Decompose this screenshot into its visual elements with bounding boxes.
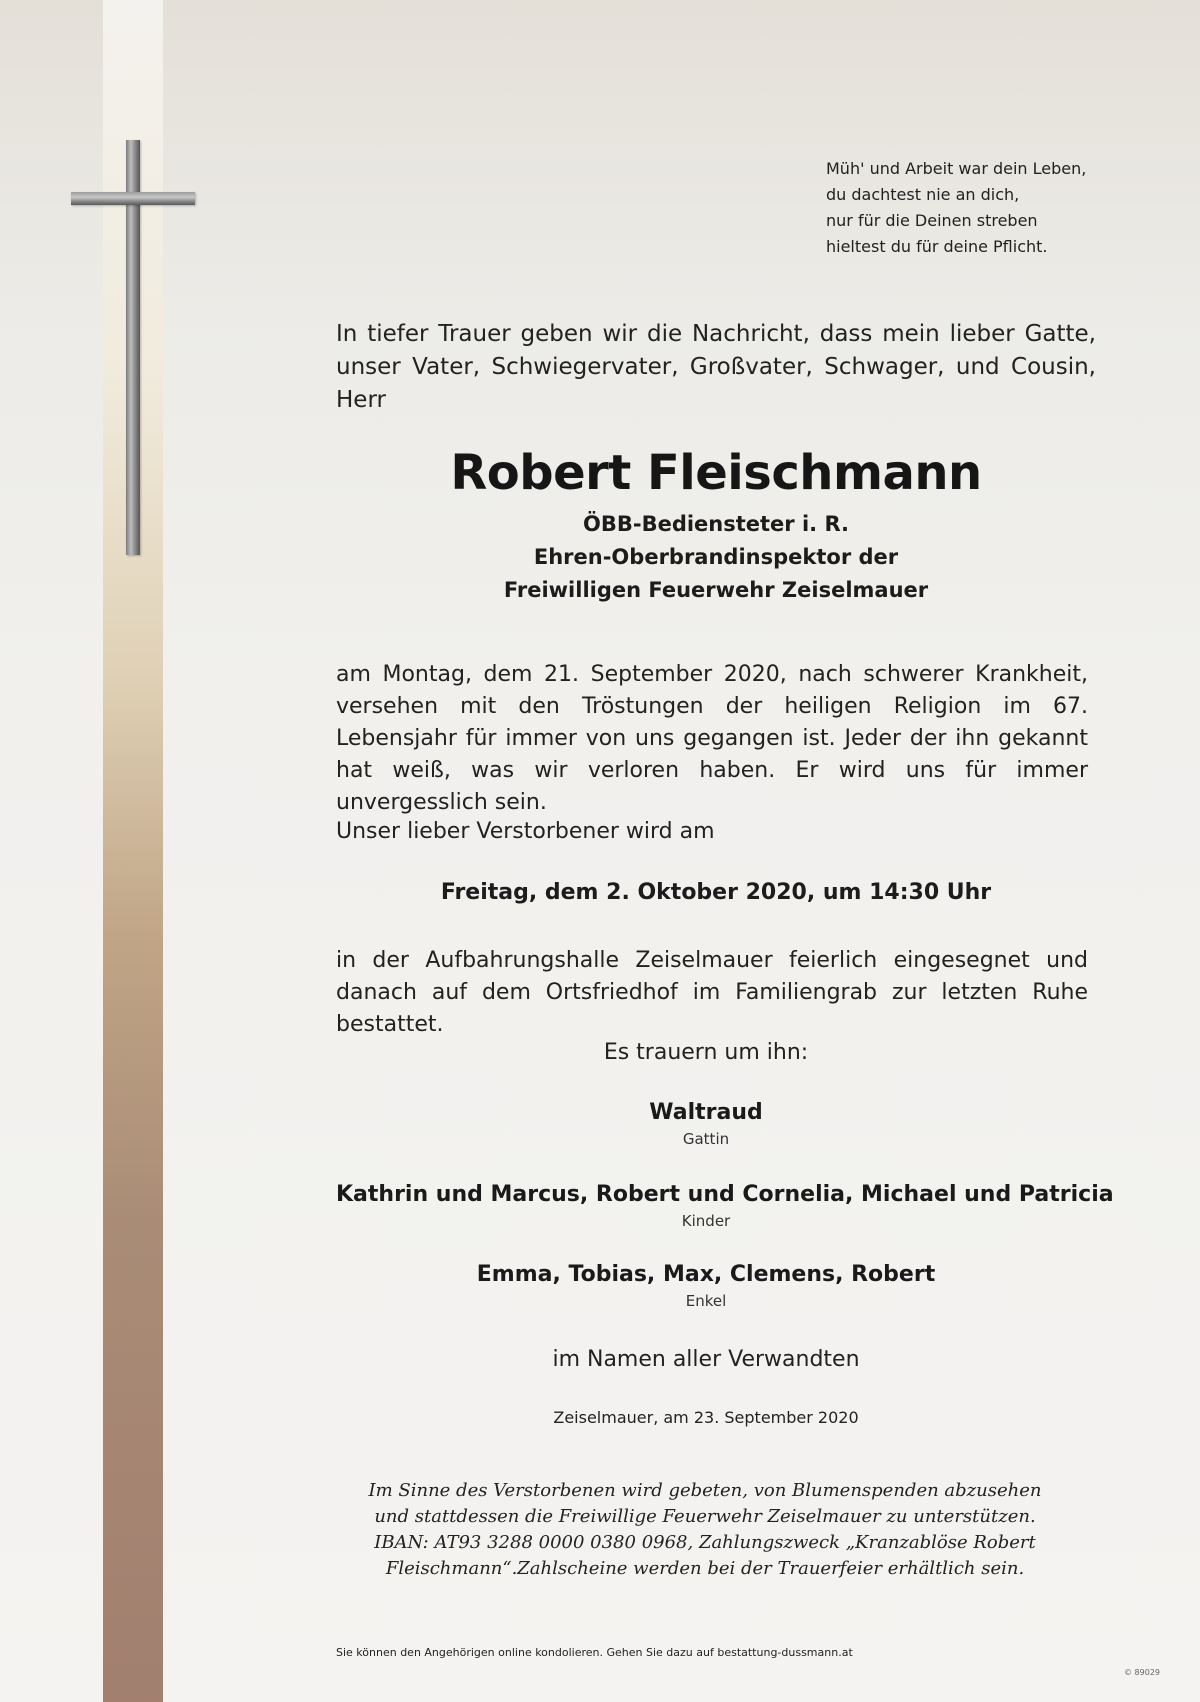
mourner-relation: Kinder <box>681 1212 731 1230</box>
poem-line: hieltest du für deine Pflicht. <box>826 237 1048 256</box>
deceased-titles <box>336 508 1096 607</box>
donation-note-line: Fleischmann“.Zahlscheine werden bei der Trauerfeier erhältlich sein. <box>385 1558 1025 1579</box>
place-date: Zeiselmauer, am 23. September 2020 <box>553 1408 859 1427</box>
mourner-names: Emma, Tobias, Max, Clemens, Robert <box>476 1262 936 1287</box>
mourner-relation: Gattin <box>682 1130 730 1148</box>
poem-line: du dachtest nie an dich, <box>826 185 1020 204</box>
donation-note <box>360 1478 1050 1582</box>
cross-horizontal-bar <box>71 192 195 205</box>
deceased-name: Robert Fleischmann <box>450 445 982 501</box>
funeral-paragraph: in der Aufbahrungshalle Zeiselmauer feierlich eingesegnet und danach auf dem Ortsfriedhof im Familiengrab zur letzten Ruhe bestattet. <box>336 948 1088 1037</box>
donation-note-line: IBAN: AT93 3288 0000 0380 0968, Zahlungszweck „Kranzablöse Robert <box>374 1532 1036 1553</box>
poem-line: nur für die Deinen streben <box>826 211 1038 230</box>
condolence-footer: Sie können den Angehörigen online kondolieren. Gehen Sie dazu auf bestattung-dussmann.at <box>336 1646 853 1659</box>
funeral-date: Freitag, dem 2. Oktober 2020, um 14:30 Uhr <box>440 880 992 905</box>
deceased-title-line: ÖBB-Bediensteter i. R. <box>582 512 849 536</box>
mourner-names: Kathrin und Marcus, Robert und Cornelia, Michael und Patricia <box>336 1182 1114 1207</box>
print-code: © 89029 <box>1124 1668 1160 1677</box>
mourner-relation: Enkel <box>685 1292 727 1310</box>
relatives-line: im Namen aller Verwandten <box>552 1347 860 1372</box>
poem-line: Müh' und Arbeit war dein Leben, <box>826 159 1087 178</box>
mourner-names: Waltraud <box>649 1100 763 1125</box>
donation-note-line: und stattdessen die Freiwillige Feuerwehr Zeiselmauer zu unterstützen. <box>374 1506 1036 1527</box>
mourners-intro: Es trauern um ihn: <box>603 1040 809 1065</box>
mourner-group <box>336 1098 1076 1150</box>
mourner-group <box>336 1260 1076 1312</box>
poem-quote <box>826 156 1126 260</box>
death-paragraph: am Montag, dem 21. September 2020, nach schwerer Krankheit, versehen mit den Tröstungen der heiligen Religion im 67. Lebensjahr für immer von uns gegangen ist. Jeder der ihn gekannt hat weiß, was wir verloren haben. Er wird uns für immer unvergesslich sein. <box>336 662 1088 815</box>
mourner-group <box>336 1180 1114 1232</box>
deceased-title-line: Ehren-Oberbrandinspektor der <box>533 545 899 569</box>
deceased-title-line: Freiwilligen Feuerwehr Zeiselmauer <box>503 578 929 602</box>
intro-paragraph: In tiefer Trauer geben wir die Nachricht, dass mein lieber Gatte, unser Vater, Schwiegervater, Großvater, Schwager, und Cousin, Herr <box>336 321 1096 413</box>
funeral-intro: Unser lieber Verstorbener wird am <box>336 819 715 844</box>
donation-note-line: Im Sinne des Verstorbenen wird gebeten, von Blumenspenden abzusehen <box>368 1480 1042 1501</box>
